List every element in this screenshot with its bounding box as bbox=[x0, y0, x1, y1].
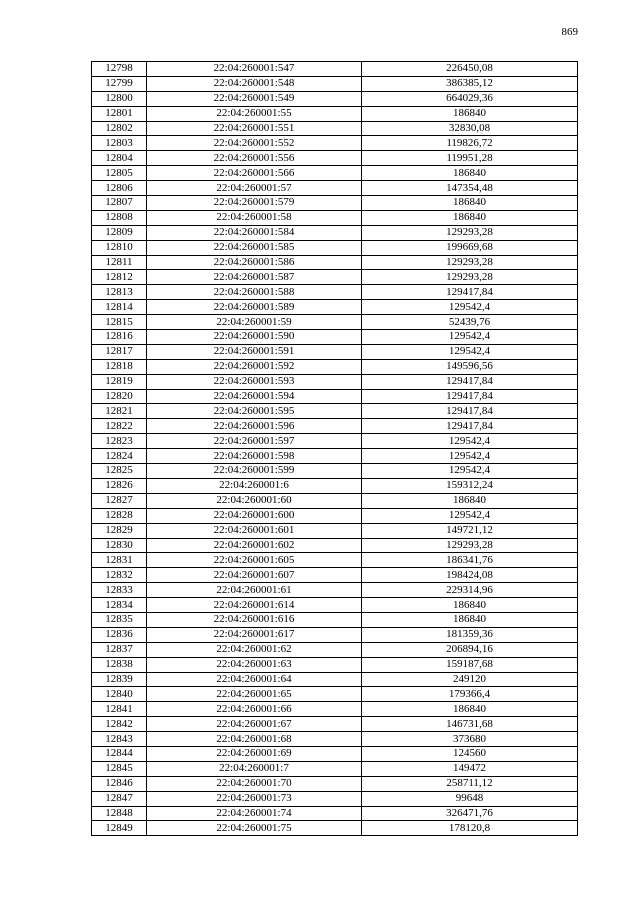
table-row bbox=[92, 478, 578, 493]
table-row bbox=[92, 806, 578, 821]
value-cell: 159312,24 bbox=[362, 478, 578, 493]
cadastral-number-cell: 22:04:260001:58 bbox=[147, 210, 362, 225]
table-row bbox=[92, 672, 578, 687]
cadastral-value-table bbox=[91, 61, 578, 836]
table-row bbox=[92, 732, 578, 747]
value-cell: 186840 bbox=[362, 196, 578, 211]
table-row bbox=[92, 776, 578, 791]
value-cell: 129417,84 bbox=[362, 389, 578, 404]
cadastral-number-cell: 22:04:260001:584 bbox=[147, 225, 362, 240]
value-cell: 186840 bbox=[362, 612, 578, 627]
value-cell: 119826,72 bbox=[362, 136, 578, 151]
table-row bbox=[92, 553, 578, 568]
table-row bbox=[92, 255, 578, 270]
table-row bbox=[92, 210, 578, 225]
value-cell: 129417,84 bbox=[362, 419, 578, 434]
table-row bbox=[92, 791, 578, 806]
cadastral-number-cell: 22:04:260001:614 bbox=[147, 598, 362, 613]
row-number-cell: 12822 bbox=[92, 419, 147, 434]
table-row bbox=[92, 240, 578, 255]
value-cell: 129542,4 bbox=[362, 330, 578, 345]
value-cell: 186840 bbox=[362, 702, 578, 717]
row-number-cell: 12799 bbox=[92, 76, 147, 91]
cadastral-number-cell: 22:04:260001:57 bbox=[147, 181, 362, 196]
table-row bbox=[92, 344, 578, 359]
row-number-cell: 12811 bbox=[92, 255, 147, 270]
table-row bbox=[92, 181, 578, 196]
table-body bbox=[92, 62, 578, 836]
row-number-cell: 12815 bbox=[92, 315, 147, 330]
cadastral-number-cell: 22:04:260001:60 bbox=[147, 493, 362, 508]
table-row bbox=[92, 464, 578, 479]
table-row bbox=[92, 121, 578, 136]
value-cell: 129542,4 bbox=[362, 300, 578, 315]
row-number-cell: 12823 bbox=[92, 434, 147, 449]
cadastral-number-cell: 22:04:260001:605 bbox=[147, 553, 362, 568]
table-row bbox=[92, 627, 578, 642]
value-cell: 124560 bbox=[362, 746, 578, 761]
value-cell: 129293,28 bbox=[362, 255, 578, 270]
cadastral-number-cell: 22:04:260001:7 bbox=[147, 761, 362, 776]
cadastral-number-cell: 22:04:260001:586 bbox=[147, 255, 362, 270]
table-row bbox=[92, 225, 578, 240]
row-number-cell: 12838 bbox=[92, 657, 147, 672]
value-cell: 129542,4 bbox=[362, 508, 578, 523]
row-number-cell: 12849 bbox=[92, 821, 147, 836]
cadastral-number-cell: 22:04:260001:600 bbox=[147, 508, 362, 523]
row-number-cell: 12825 bbox=[92, 464, 147, 479]
row-number-cell: 12816 bbox=[92, 330, 147, 345]
cadastral-number-cell: 22:04:260001:69 bbox=[147, 746, 362, 761]
table-row bbox=[92, 136, 578, 151]
table-row bbox=[92, 419, 578, 434]
cadastral-number-cell: 22:04:260001:607 bbox=[147, 568, 362, 583]
cadastral-number-cell: 22:04:260001:55 bbox=[147, 106, 362, 121]
cadastral-number-cell: 22:04:260001:594 bbox=[147, 389, 362, 404]
row-number-cell: 12843 bbox=[92, 732, 147, 747]
value-cell: 129542,4 bbox=[362, 434, 578, 449]
cadastral-number-cell: 22:04:260001:64 bbox=[147, 672, 362, 687]
row-number-cell: 12809 bbox=[92, 225, 147, 240]
value-cell: 226450,08 bbox=[362, 62, 578, 77]
table-row bbox=[92, 687, 578, 702]
cadastral-number-cell: 22:04:260001:595 bbox=[147, 404, 362, 419]
row-number-cell: 12848 bbox=[92, 806, 147, 821]
table-row bbox=[92, 196, 578, 211]
row-number-cell: 12841 bbox=[92, 702, 147, 717]
table-row bbox=[92, 449, 578, 464]
cadastral-number-cell: 22:04:260001:551 bbox=[147, 121, 362, 136]
table-row bbox=[92, 106, 578, 121]
row-number-cell: 12800 bbox=[92, 91, 147, 106]
row-number-cell: 12845 bbox=[92, 761, 147, 776]
value-cell: 99648 bbox=[362, 791, 578, 806]
value-cell: 129542,4 bbox=[362, 449, 578, 464]
value-cell: 249120 bbox=[362, 672, 578, 687]
row-number-cell: 12837 bbox=[92, 642, 147, 657]
table-row bbox=[92, 612, 578, 627]
row-number-cell: 12812 bbox=[92, 270, 147, 285]
row-number-cell: 12833 bbox=[92, 583, 147, 598]
table-row bbox=[92, 62, 578, 77]
table-row bbox=[92, 568, 578, 583]
row-number-cell: 12842 bbox=[92, 717, 147, 732]
cadastral-number-cell: 22:04:260001:596 bbox=[147, 419, 362, 434]
row-number-cell: 12807 bbox=[92, 196, 147, 211]
table-row bbox=[92, 657, 578, 672]
value-cell: 129417,84 bbox=[362, 404, 578, 419]
cadastral-number-cell: 22:04:260001:585 bbox=[147, 240, 362, 255]
table-row bbox=[92, 717, 578, 732]
row-number-cell: 12828 bbox=[92, 508, 147, 523]
row-number-cell: 12846 bbox=[92, 776, 147, 791]
cadastral-number-cell: 22:04:260001:61 bbox=[147, 583, 362, 598]
table-row bbox=[92, 300, 578, 315]
table-row bbox=[92, 761, 578, 776]
table-row bbox=[92, 166, 578, 181]
table-row bbox=[92, 374, 578, 389]
value-cell: 186840 bbox=[362, 210, 578, 225]
value-cell: 664029,36 bbox=[362, 91, 578, 106]
value-cell: 129542,4 bbox=[362, 464, 578, 479]
value-cell: 186840 bbox=[362, 598, 578, 613]
row-number-cell: 12817 bbox=[92, 344, 147, 359]
value-cell: 179366,4 bbox=[362, 687, 578, 702]
row-number-cell: 12840 bbox=[92, 687, 147, 702]
row-number-cell: 12835 bbox=[92, 612, 147, 627]
cadastral-number-cell: 22:04:260001:547 bbox=[147, 62, 362, 77]
value-cell: 186341,76 bbox=[362, 553, 578, 568]
row-number-cell: 12829 bbox=[92, 523, 147, 538]
value-cell: 149721,12 bbox=[362, 523, 578, 538]
table-row bbox=[92, 76, 578, 91]
cadastral-number-cell: 22:04:260001:587 bbox=[147, 270, 362, 285]
row-number-cell: 12826 bbox=[92, 478, 147, 493]
row-number-cell: 12813 bbox=[92, 285, 147, 300]
value-cell: 178120,8 bbox=[362, 821, 578, 836]
table-row bbox=[92, 315, 578, 330]
row-number-cell: 12808 bbox=[92, 210, 147, 225]
value-cell: 129293,28 bbox=[362, 225, 578, 240]
row-number-cell: 12802 bbox=[92, 121, 147, 136]
table-row bbox=[92, 538, 578, 553]
row-number-cell: 12804 bbox=[92, 151, 147, 166]
cadastral-number-cell: 22:04:260001:593 bbox=[147, 374, 362, 389]
value-cell: 52439,76 bbox=[362, 315, 578, 330]
cadastral-number-cell: 22:04:260001:74 bbox=[147, 806, 362, 821]
value-cell: 186840 bbox=[362, 166, 578, 181]
table-row bbox=[92, 702, 578, 717]
cadastral-number-cell: 22:04:260001:602 bbox=[147, 538, 362, 553]
row-number-cell: 12847 bbox=[92, 791, 147, 806]
cadastral-number-cell: 22:04:260001:617 bbox=[147, 627, 362, 642]
value-cell: 149472 bbox=[362, 761, 578, 776]
value-cell: 147354,48 bbox=[362, 181, 578, 196]
table-row bbox=[92, 270, 578, 285]
table-row bbox=[92, 642, 578, 657]
value-cell: 386385,12 bbox=[362, 76, 578, 91]
cadastral-number-cell: 22:04:260001:590 bbox=[147, 330, 362, 345]
value-cell: 258711,12 bbox=[362, 776, 578, 791]
table-row bbox=[92, 389, 578, 404]
value-cell: 119951,28 bbox=[362, 151, 578, 166]
cadastral-number-cell: 22:04:260001:598 bbox=[147, 449, 362, 464]
row-number-cell: 12839 bbox=[92, 672, 147, 687]
cadastral-number-cell: 22:04:260001:591 bbox=[147, 344, 362, 359]
value-cell: 186840 bbox=[362, 106, 578, 121]
value-cell: 229314,96 bbox=[362, 583, 578, 598]
table-row bbox=[92, 493, 578, 508]
value-cell: 159187,68 bbox=[362, 657, 578, 672]
cadastral-number-cell: 22:04:260001:589 bbox=[147, 300, 362, 315]
row-number-cell: 12827 bbox=[92, 493, 147, 508]
cadastral-number-cell: 22:04:260001:601 bbox=[147, 523, 362, 538]
row-number-cell: 12821 bbox=[92, 404, 147, 419]
row-number-cell: 12824 bbox=[92, 449, 147, 464]
table-row bbox=[92, 434, 578, 449]
table-row bbox=[92, 404, 578, 419]
table-row bbox=[92, 359, 578, 374]
cadastral-number-cell: 22:04:260001:556 bbox=[147, 151, 362, 166]
cadastral-number-cell: 22:04:260001:552 bbox=[147, 136, 362, 151]
cadastral-number-cell: 22:04:260001:566 bbox=[147, 166, 362, 181]
cadastral-number-cell: 22:04:260001:68 bbox=[147, 732, 362, 747]
value-cell: 129417,84 bbox=[362, 285, 578, 300]
value-cell: 149596,56 bbox=[362, 359, 578, 374]
page-number: 869 bbox=[561, 26, 578, 38]
cadastral-number-cell: 22:04:260001:63 bbox=[147, 657, 362, 672]
cadastral-number-cell: 22:04:260001:75 bbox=[147, 821, 362, 836]
value-cell: 199669,68 bbox=[362, 240, 578, 255]
row-number-cell: 12814 bbox=[92, 300, 147, 315]
row-number-cell: 12831 bbox=[92, 553, 147, 568]
cadastral-number-cell: 22:04:260001:597 bbox=[147, 434, 362, 449]
row-number-cell: 12803 bbox=[92, 136, 147, 151]
cadastral-number-cell: 22:04:260001:548 bbox=[147, 76, 362, 91]
cadastral-number-cell: 22:04:260001:592 bbox=[147, 359, 362, 374]
cadastral-number-cell: 22:04:260001:73 bbox=[147, 791, 362, 806]
cadastral-number-cell: 22:04:260001:59 bbox=[147, 315, 362, 330]
row-number-cell: 12832 bbox=[92, 568, 147, 583]
table-row bbox=[92, 821, 578, 836]
row-number-cell: 12820 bbox=[92, 389, 147, 404]
table-row bbox=[92, 746, 578, 761]
value-cell: 146731,68 bbox=[362, 717, 578, 732]
cadastral-number-cell: 22:04:260001:65 bbox=[147, 687, 362, 702]
row-number-cell: 12810 bbox=[92, 240, 147, 255]
table-row bbox=[92, 91, 578, 106]
cadastral-number-cell: 22:04:260001:6 bbox=[147, 478, 362, 493]
row-number-cell: 12836 bbox=[92, 627, 147, 642]
row-number-cell: 12798 bbox=[92, 62, 147, 77]
cadastral-number-cell: 22:04:260001:62 bbox=[147, 642, 362, 657]
table-row bbox=[92, 598, 578, 613]
cadastral-number-cell: 22:04:260001:588 bbox=[147, 285, 362, 300]
table-row bbox=[92, 583, 578, 598]
table-row bbox=[92, 523, 578, 538]
table-row bbox=[92, 330, 578, 345]
row-number-cell: 12834 bbox=[92, 598, 147, 613]
row-number-cell: 12844 bbox=[92, 746, 147, 761]
value-cell: 373680 bbox=[362, 732, 578, 747]
row-number-cell: 12801 bbox=[92, 106, 147, 121]
row-number-cell: 12830 bbox=[92, 538, 147, 553]
value-cell: 32830,08 bbox=[362, 121, 578, 136]
row-number-cell: 12805 bbox=[92, 166, 147, 181]
value-cell: 326471,76 bbox=[362, 806, 578, 821]
cadastral-number-cell: 22:04:260001:579 bbox=[147, 196, 362, 211]
value-cell: 129293,28 bbox=[362, 270, 578, 285]
cadastral-number-cell: 22:04:260001:67 bbox=[147, 717, 362, 732]
row-number-cell: 12806 bbox=[92, 181, 147, 196]
cadastral-number-cell: 22:04:260001:66 bbox=[147, 702, 362, 717]
cadastral-number-cell: 22:04:260001:70 bbox=[147, 776, 362, 791]
row-number-cell: 12819 bbox=[92, 374, 147, 389]
table-row bbox=[92, 285, 578, 300]
value-cell: 129293,28 bbox=[362, 538, 578, 553]
value-cell: 129417,84 bbox=[362, 374, 578, 389]
table-row bbox=[92, 151, 578, 166]
value-cell: 186840 bbox=[362, 493, 578, 508]
cadastral-number-cell: 22:04:260001:599 bbox=[147, 464, 362, 479]
value-cell: 206894,16 bbox=[362, 642, 578, 657]
cadastral-number-cell: 22:04:260001:549 bbox=[147, 91, 362, 106]
value-cell: 129542,4 bbox=[362, 344, 578, 359]
value-cell: 181359,36 bbox=[362, 627, 578, 642]
table-row bbox=[92, 508, 578, 523]
cadastral-number-cell: 22:04:260001:616 bbox=[147, 612, 362, 627]
row-number-cell: 12818 bbox=[92, 359, 147, 374]
value-cell: 198424,08 bbox=[362, 568, 578, 583]
